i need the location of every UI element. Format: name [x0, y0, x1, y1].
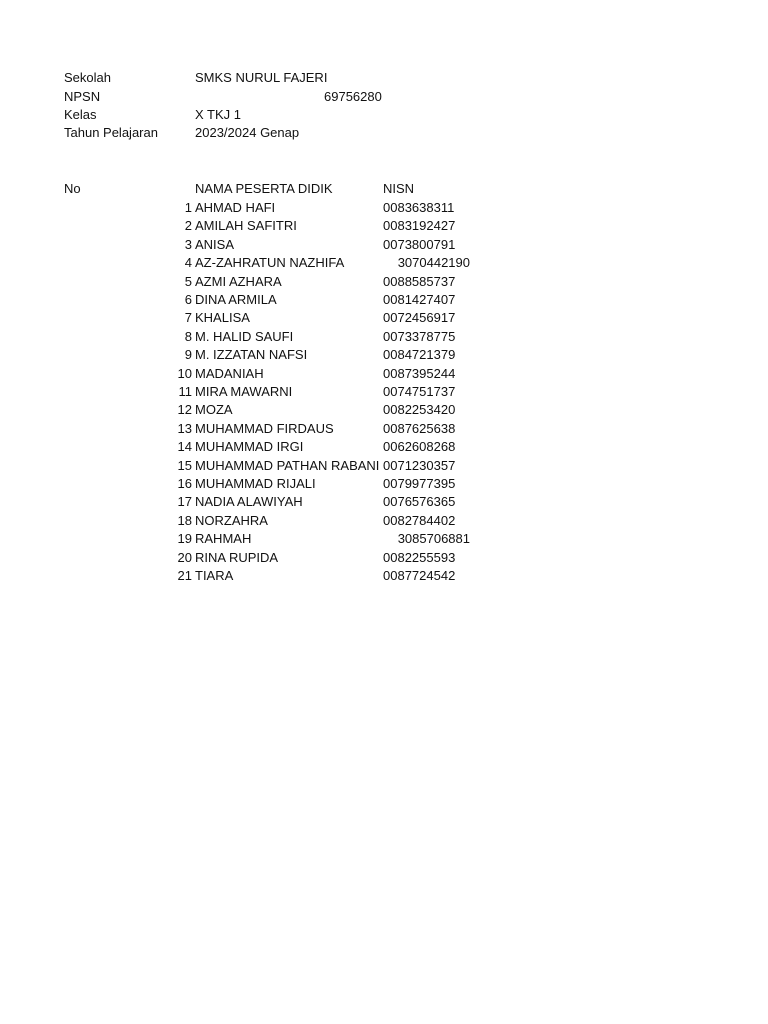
student-nisn: 0062608268	[383, 439, 456, 454]
row-number: 4	[184, 255, 192, 270]
student-name: M. IZZATAN NAFSI	[195, 347, 308, 362]
row-number: 7	[184, 310, 192, 325]
row-number: 13	[177, 421, 192, 436]
student-name: TIARA	[195, 568, 234, 583]
column-header-name: NAMA PESERTA DIDIK	[195, 181, 333, 196]
row-number: 10	[177, 366, 192, 381]
row-number: 20	[177, 550, 192, 565]
row-number: 1	[184, 200, 192, 215]
student-name: AMILAH SAFITRI	[195, 218, 297, 233]
student-nisn: 0081427407	[383, 292, 456, 307]
student-nisn: 0082784402	[383, 513, 456, 528]
student-nisn: 0073800791	[383, 237, 456, 252]
student-name: RINA RUPIDA	[195, 550, 279, 565]
row-number: 15	[177, 458, 192, 473]
row-number: 8	[184, 329, 192, 344]
student-nisn: 0083638311	[383, 200, 455, 215]
student-name: M. HALID SAUFI	[195, 329, 294, 344]
sekolah-value: SMKS NURUL FAJERI	[195, 70, 328, 85]
student-name: AHMAD HAFI	[195, 200, 276, 215]
student-name: NADIA ALAWIYAH	[195, 494, 303, 509]
kelas-value: X TKJ 1	[195, 107, 242, 122]
column-header-nisn: NISN	[383, 181, 415, 196]
student-name: MOZA	[195, 402, 233, 417]
column-header-no: No	[64, 181, 81, 196]
student-name: MIRA MAWARNI	[195, 384, 293, 399]
student-name: NORZAHRA	[195, 513, 268, 528]
student-name: DINA ARMILA	[195, 292, 277, 307]
student-name: MUHAMMAD PATHAN RABANI	[195, 458, 380, 473]
student-name: RAHMAH	[195, 531, 252, 546]
student-nisn: 3085706881	[397, 531, 470, 546]
student-name: AZ-ZAHRATUN NAZHIFA	[195, 255, 345, 270]
student-nisn: 0073378775	[383, 329, 456, 344]
student-nisn: 0087724542	[383, 568, 456, 583]
student-name: MUHAMMAD FIRDAUS	[195, 421, 334, 436]
student-nisn: 0074751737	[383, 384, 456, 399]
row-number: 19	[177, 531, 192, 546]
student-nisn: 0071230357	[383, 458, 456, 473]
student-name: AZMI AZHARA	[195, 274, 282, 289]
sekolah-label: Sekolah	[64, 70, 111, 85]
row-number: 9	[184, 347, 192, 362]
student-nisn: 0087395244	[383, 366, 456, 381]
row-number: 11	[178, 384, 192, 399]
student-nisn: 0082253420	[383, 402, 456, 417]
npsn-value: 69756280	[324, 89, 382, 104]
row-number: 14	[177, 439, 192, 454]
row-number: 21	[177, 568, 192, 583]
student-name: ANISA	[195, 237, 235, 252]
student-name: MUHAMMAD RIJALI	[195, 476, 316, 491]
student-nisn: 3070442190	[397, 255, 470, 270]
student-nisn: 0072456917	[383, 310, 456, 325]
row-number: 12	[177, 402, 192, 417]
row-number: 18	[177, 513, 192, 528]
tahun-pelajaran-value: 2023/2024 Genap	[195, 125, 300, 140]
row-number: 6	[184, 292, 192, 307]
tahun-pelajaran-label: Tahun Pelajaran	[64, 125, 158, 140]
student-name: KHALISA	[195, 310, 250, 325]
student-nisn: 0087625638	[383, 421, 456, 436]
row-number: 16	[177, 476, 192, 491]
student-name: MADANIAH	[195, 366, 264, 381]
row-number: 3	[184, 237, 192, 252]
student-nisn: 0083192427	[383, 218, 456, 233]
student-nisn: 0082255593	[383, 550, 456, 565]
row-number: 17	[177, 494, 192, 509]
student-name: MUHAMMAD IRGI	[195, 439, 304, 454]
student-nisn: 0079977395	[383, 476, 456, 491]
student-nisn: 0084721379	[383, 347, 456, 362]
npsn-label: NPSN	[64, 89, 101, 104]
kelas-label: Kelas	[64, 107, 97, 122]
row-number: 5	[184, 274, 192, 289]
student-nisn: 0076576365	[383, 494, 456, 509]
row-number: 2	[184, 218, 192, 233]
student-nisn: 0088585737	[383, 274, 456, 289]
